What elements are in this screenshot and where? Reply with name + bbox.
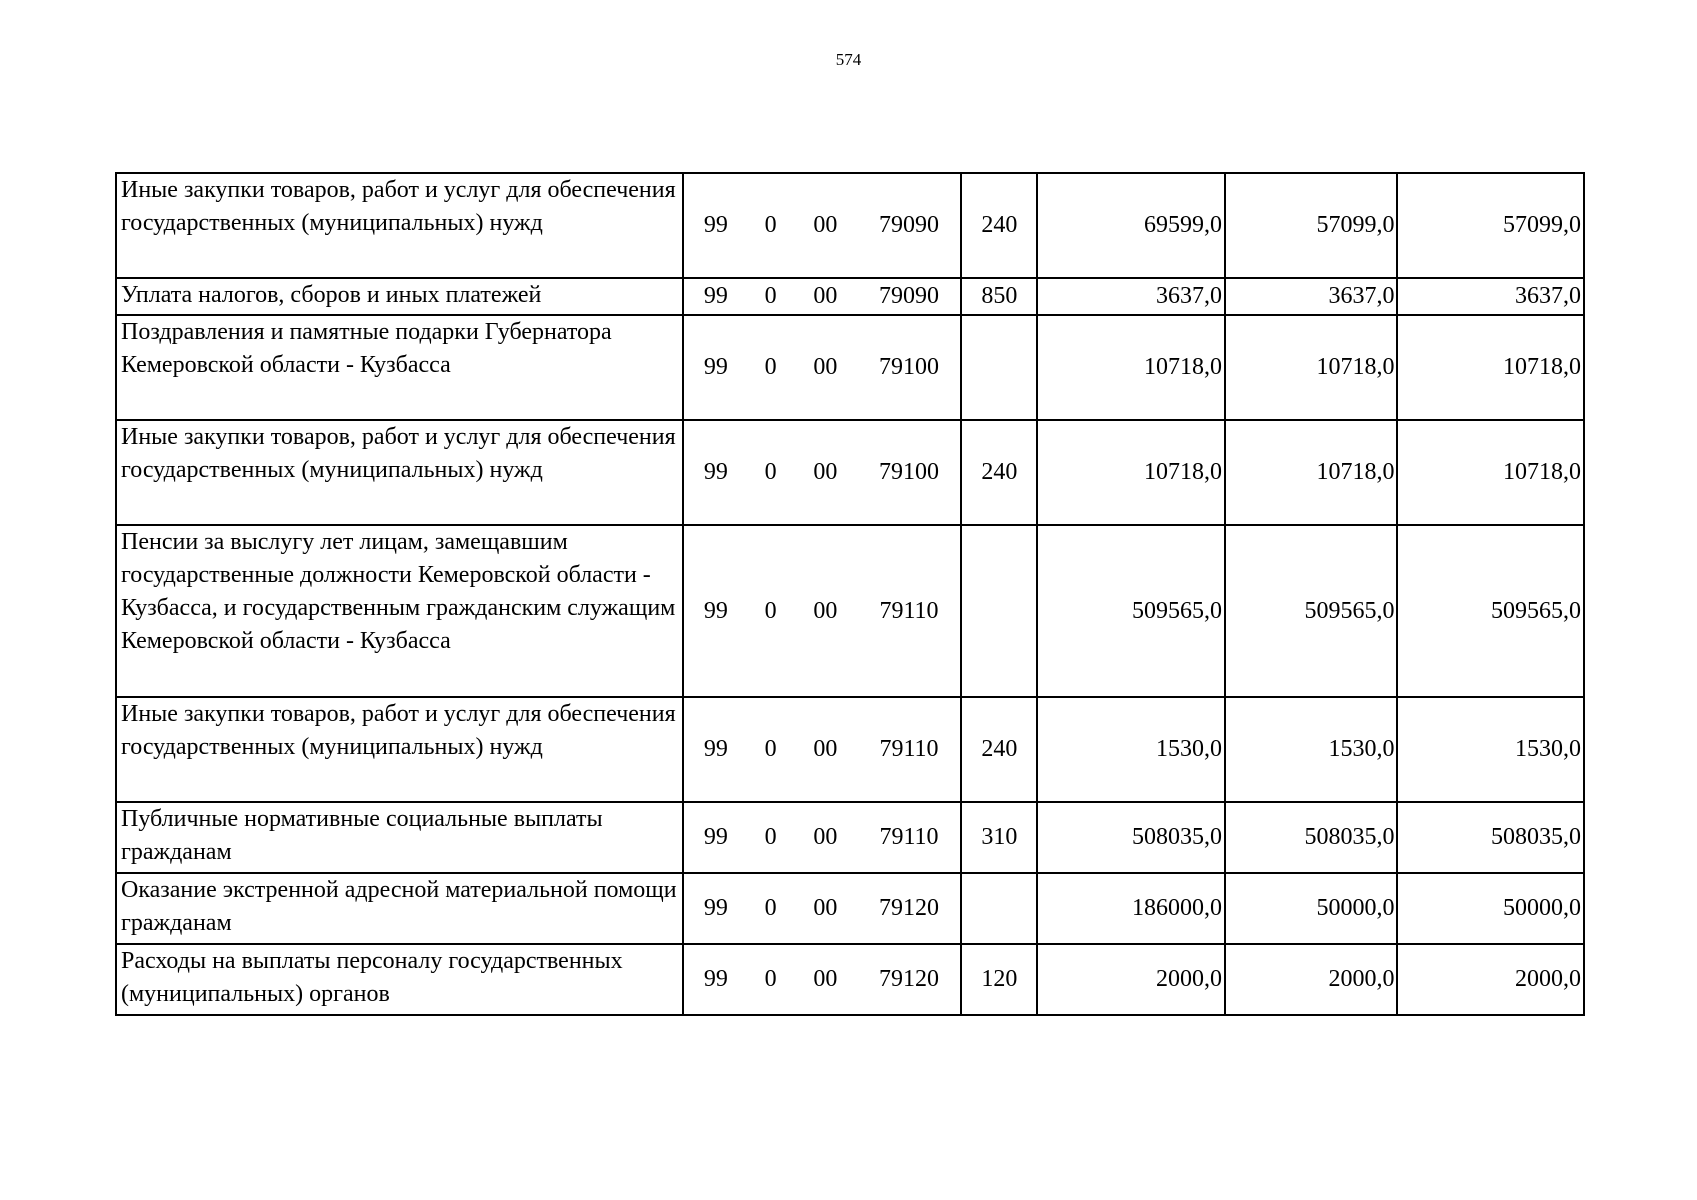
amount-1: 508035,0 — [1037, 802, 1225, 873]
target-article-code — [683, 525, 962, 697]
group-code: 00 — [813, 966, 838, 992]
group-code: 00 — [813, 283, 838, 309]
amount-1: 186000,0 — [1037, 873, 1225, 944]
program-code: 99 — [703, 597, 728, 624]
amount-1: 509565,0 — [1037, 525, 1225, 697]
amount-2: 3637,0 — [1225, 278, 1397, 315]
amount-3: 10718,0 — [1397, 315, 1584, 420]
amount-3: 50000,0 — [1397, 873, 1584, 944]
program-code: 99 — [703, 824, 728, 850]
expense-type-code — [961, 873, 1037, 944]
subprogram-code: 0 — [764, 354, 777, 380]
expense-type-code — [961, 315, 1037, 420]
group-code: 00 — [813, 597, 838, 624]
direction-code: 79120 — [879, 895, 939, 921]
direction-code: 79110 — [879, 824, 939, 850]
amount-3: 57099,0 — [1397, 173, 1584, 278]
program-code: 99 — [703, 736, 728, 762]
group-code: 00 — [813, 736, 838, 762]
table-row — [116, 873, 1584, 944]
expense-type-code: 240 — [961, 173, 1037, 278]
expense-type-code: 240 — [961, 420, 1037, 525]
target-article-code — [683, 173, 962, 278]
amount-3: 2000,0 — [1397, 944, 1584, 1015]
direction-code: 79110 — [879, 736, 939, 762]
table-row — [116, 420, 1584, 525]
amount-1: 69599,0 — [1037, 173, 1225, 278]
target-article-code — [683, 944, 962, 1015]
row-description: Поздравления и памятные подарки Губернатора Кемеровской области - Кузбасса — [116, 315, 683, 420]
direction-code: 79110 — [879, 597, 939, 624]
program-code: 99 — [703, 459, 728, 485]
amount-1: 1530,0 — [1037, 697, 1225, 802]
expense-type-code: 120 — [961, 944, 1037, 1015]
target-article-code — [683, 420, 962, 525]
amount-3: 10718,0 — [1397, 420, 1584, 525]
subprogram-code: 0 — [764, 966, 777, 992]
program-code: 99 — [703, 212, 728, 238]
table-row — [116, 802, 1584, 873]
direction-code: 79090 — [879, 283, 939, 309]
amount-2: 509565,0 — [1225, 525, 1397, 697]
amount-3: 1530,0 — [1397, 697, 1584, 802]
expense-type-code: 850 — [961, 278, 1037, 315]
table-row — [116, 944, 1584, 1015]
amount-1: 3637,0 — [1037, 278, 1225, 315]
amount-2: 10718,0 — [1225, 420, 1397, 525]
table-row — [116, 525, 1584, 697]
target-article-code — [683, 315, 962, 420]
amount-2: 2000,0 — [1225, 944, 1397, 1015]
amount-1: 10718,0 — [1037, 315, 1225, 420]
group-code: 00 — [813, 354, 838, 380]
subprogram-code: 0 — [764, 459, 777, 485]
table-row — [116, 697, 1584, 802]
subprogram-code: 0 — [764, 597, 777, 624]
subprogram-code: 0 — [764, 824, 777, 850]
row-description: Иные закупки товаров, работ и услуг для обеспечения государственных (муниципальных) нужд — [116, 420, 683, 525]
row-description: Иные закупки товаров, работ и услуг для обеспечения государственных (муниципальных) нужд — [116, 173, 683, 278]
row-description: Пенсии за выслугу лет лицам, замещавшим государственные должности Кемеровской области - Кузбасса, и государственным гражданским служащим Кемеровской области - Кузбасса — [116, 525, 683, 697]
amount-2: 10718,0 — [1225, 315, 1397, 420]
direction-code: 79120 — [879, 966, 939, 992]
subprogram-code: 0 — [764, 212, 777, 238]
program-code: 99 — [703, 283, 728, 309]
target-article-code — [683, 873, 962, 944]
table-row — [116, 315, 1584, 420]
expense-type-code: 240 — [961, 697, 1037, 802]
target-article-code — [683, 697, 962, 802]
target-article-code — [683, 802, 962, 873]
table-row — [116, 173, 1584, 278]
group-code: 00 — [813, 212, 838, 238]
group-code: 00 — [813, 895, 838, 921]
budget-table — [115, 172, 1585, 1016]
subprogram-code: 0 — [764, 895, 777, 921]
amount-2: 50000,0 — [1225, 873, 1397, 944]
expense-type-code — [961, 525, 1037, 697]
page-number: 574 — [835, 50, 862, 69]
target-article-code — [683, 278, 962, 315]
amount-2: 57099,0 — [1225, 173, 1397, 278]
program-code: 99 — [703, 354, 728, 380]
amount-3: 508035,0 — [1397, 802, 1584, 873]
row-description: Расходы на выплаты персоналу государственных (муниципальных) органов — [116, 944, 683, 1015]
program-code: 99 — [703, 966, 728, 992]
amount-3: 509565,0 — [1397, 525, 1584, 697]
group-code: 00 — [813, 824, 838, 850]
subprogram-code: 0 — [764, 736, 777, 762]
amount-2: 508035,0 — [1225, 802, 1397, 873]
row-description: Оказание экстренной адресной материальной помощи гражданам — [116, 873, 683, 944]
group-code: 00 — [813, 459, 838, 485]
subprogram-code: 0 — [764, 283, 777, 309]
row-description: Публичные нормативные социальные выплаты гражданам — [116, 802, 683, 873]
expense-type-code: 310 — [961, 802, 1037, 873]
direction-code: 79090 — [879, 212, 939, 238]
amount-1: 2000,0 — [1037, 944, 1225, 1015]
direction-code: 79100 — [879, 354, 939, 380]
program-code: 99 — [703, 895, 728, 921]
amount-2: 1530,0 — [1225, 697, 1397, 802]
table-row — [116, 278, 1584, 315]
amount-3: 3637,0 — [1397, 278, 1584, 315]
row-description: Уплата налогов, сборов и иных платежей — [116, 278, 683, 315]
amount-1: 10718,0 — [1037, 420, 1225, 525]
direction-code: 79100 — [879, 459, 939, 485]
row-description: Иные закупки товаров, работ и услуг для обеспечения государственных (муниципальных) нужд — [116, 697, 683, 802]
